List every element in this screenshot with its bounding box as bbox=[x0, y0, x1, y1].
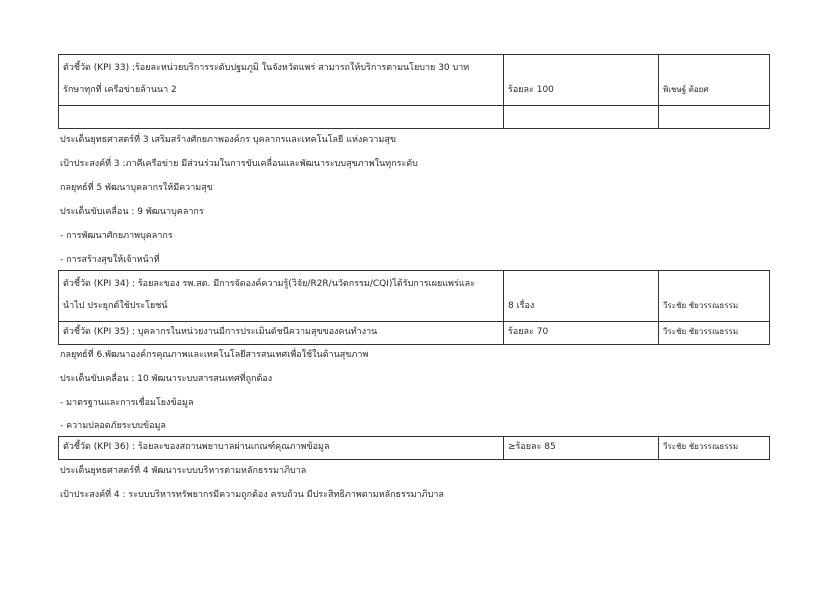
strategy-heading: ประเด็นยุทธศาสตร์ที่ 4 พัฒนาระบบบริหารตามหลักธรรมาภิบาล bbox=[60, 466, 307, 476]
kpi-table-2 bbox=[58, 270, 770, 345]
indicator-text-line1: ตัวชี้วัด (KPI 34) : ร้อยละของ รพ.สต. มีการจัดองค์ความรู้(วิจัย/R2R/นวัตกรรม/CQI)ได้รับการเผยแพร่และ bbox=[63, 279, 475, 289]
bullet-item: - การพัฒนาศักยภาพบุคลากร bbox=[60, 231, 173, 241]
driver-text: ประเด็นขับเคลื่อน : 9 พัฒนาบุคลากร bbox=[60, 207, 204, 217]
indicator-cell: ตัวชี้วัด (KPI 35) : บุคลากรในหน่วยงานมีการประเมินดัชนีความสุขของคนทำงาน bbox=[59, 322, 504, 345]
indicator-text-line2: นำไป ประยุกต์ใช้ประโยชน์ bbox=[63, 301, 168, 311]
strategy-heading: ประเด็นยุทธศาสตร์ที่ 3 เสริมสร้างศักยภาพองค์กร บุคลากรและเทคโนโลยี แห่งความสุข bbox=[60, 135, 396, 145]
empty-cell bbox=[59, 106, 504, 129]
owner-cell: วีระชัย ชัยวรรณธรรม bbox=[659, 437, 770, 460]
indicator-text-line2: รักษาทุกที่ เครือข่ายล้านนา 2 bbox=[63, 85, 177, 95]
bullet-item: - มาตรฐานและการเชื่อมโยงข้อมูล bbox=[60, 398, 194, 408]
tactic-text: กลยุทธ์ที่ 5 พัฒนาบุคลากรให้มีความสุข bbox=[60, 183, 213, 193]
target-cell: ≥ร้อยละ 85 bbox=[504, 437, 659, 460]
kpi-table-1 bbox=[58, 54, 770, 129]
empty-cell bbox=[659, 106, 770, 129]
indicator-cell: ตัวชี้วัด (KPI 36) : ร้อยละของสถานพยาบาลผ่านเกณฑ์คุณภาพข้อมูล bbox=[59, 437, 504, 460]
goal-text: เป้าประสงค์ที่ 3 :ภาคีเครือข่าย มีส่วนร่วมในการขับเคลื่อนและพัฒนาระบบสุขภาพในทุกระดับ bbox=[60, 159, 418, 169]
target-cell: ร้อยละ 70 bbox=[504, 322, 659, 345]
table-row bbox=[59, 437, 770, 460]
indicator-cell bbox=[59, 271, 504, 322]
table-row bbox=[59, 271, 770, 322]
kpi-table-3 bbox=[58, 436, 770, 460]
bullet-item: - ความปลอดภัยระบบข้อมูล bbox=[60, 421, 166, 431]
empty-cell bbox=[504, 106, 659, 129]
owner-cell: พิเชษฐ์ ต้อยศ bbox=[659, 55, 770, 106]
table-row-empty bbox=[59, 106, 770, 129]
table-row bbox=[59, 55, 770, 106]
owner-cell: วีระชัย ชัยวรรณธรรม bbox=[659, 322, 770, 345]
driver-text: ประเด็นขับเคลื่อน : 10 พัฒนาระบบสารสนเทศที่ถูกต้อง bbox=[60, 374, 273, 384]
goal-text: เป้าประสงค์ที่ 4 : ระบบบริหารทรัพยากรมีความถูกต้อง ครบถ้วน มีประสิทธิภาพตามหลักธรรมาภิบาล bbox=[60, 490, 444, 500]
target-cell: 8 เรื่อง bbox=[504, 271, 659, 322]
target-cell: ร้อยละ 100 bbox=[504, 55, 659, 106]
table-row bbox=[59, 322, 770, 345]
indicator-cell bbox=[59, 55, 504, 106]
tactic-text: กลยุทธ์ที่ 6.พัฒนาองค์กรคุณภาพและเทคโนโลยีสารสนเทศเพื่อใช้ในด้านสุขภาพ bbox=[60, 350, 369, 360]
owner-cell: วีระชัย ชัยวรรณธรรม bbox=[659, 271, 770, 322]
indicator-text-line1: ตัวชี้วัด (KPI 33) :ร้อยละหน่วยบริการระดับปฐมภูมิ ในจังหวัดแพร่ สามารถให้บริการตามนโยบาย 30 บาท bbox=[63, 63, 470, 73]
bullet-item: - การสร้างสุขให้เจ้าหน้าที่ bbox=[60, 255, 160, 265]
